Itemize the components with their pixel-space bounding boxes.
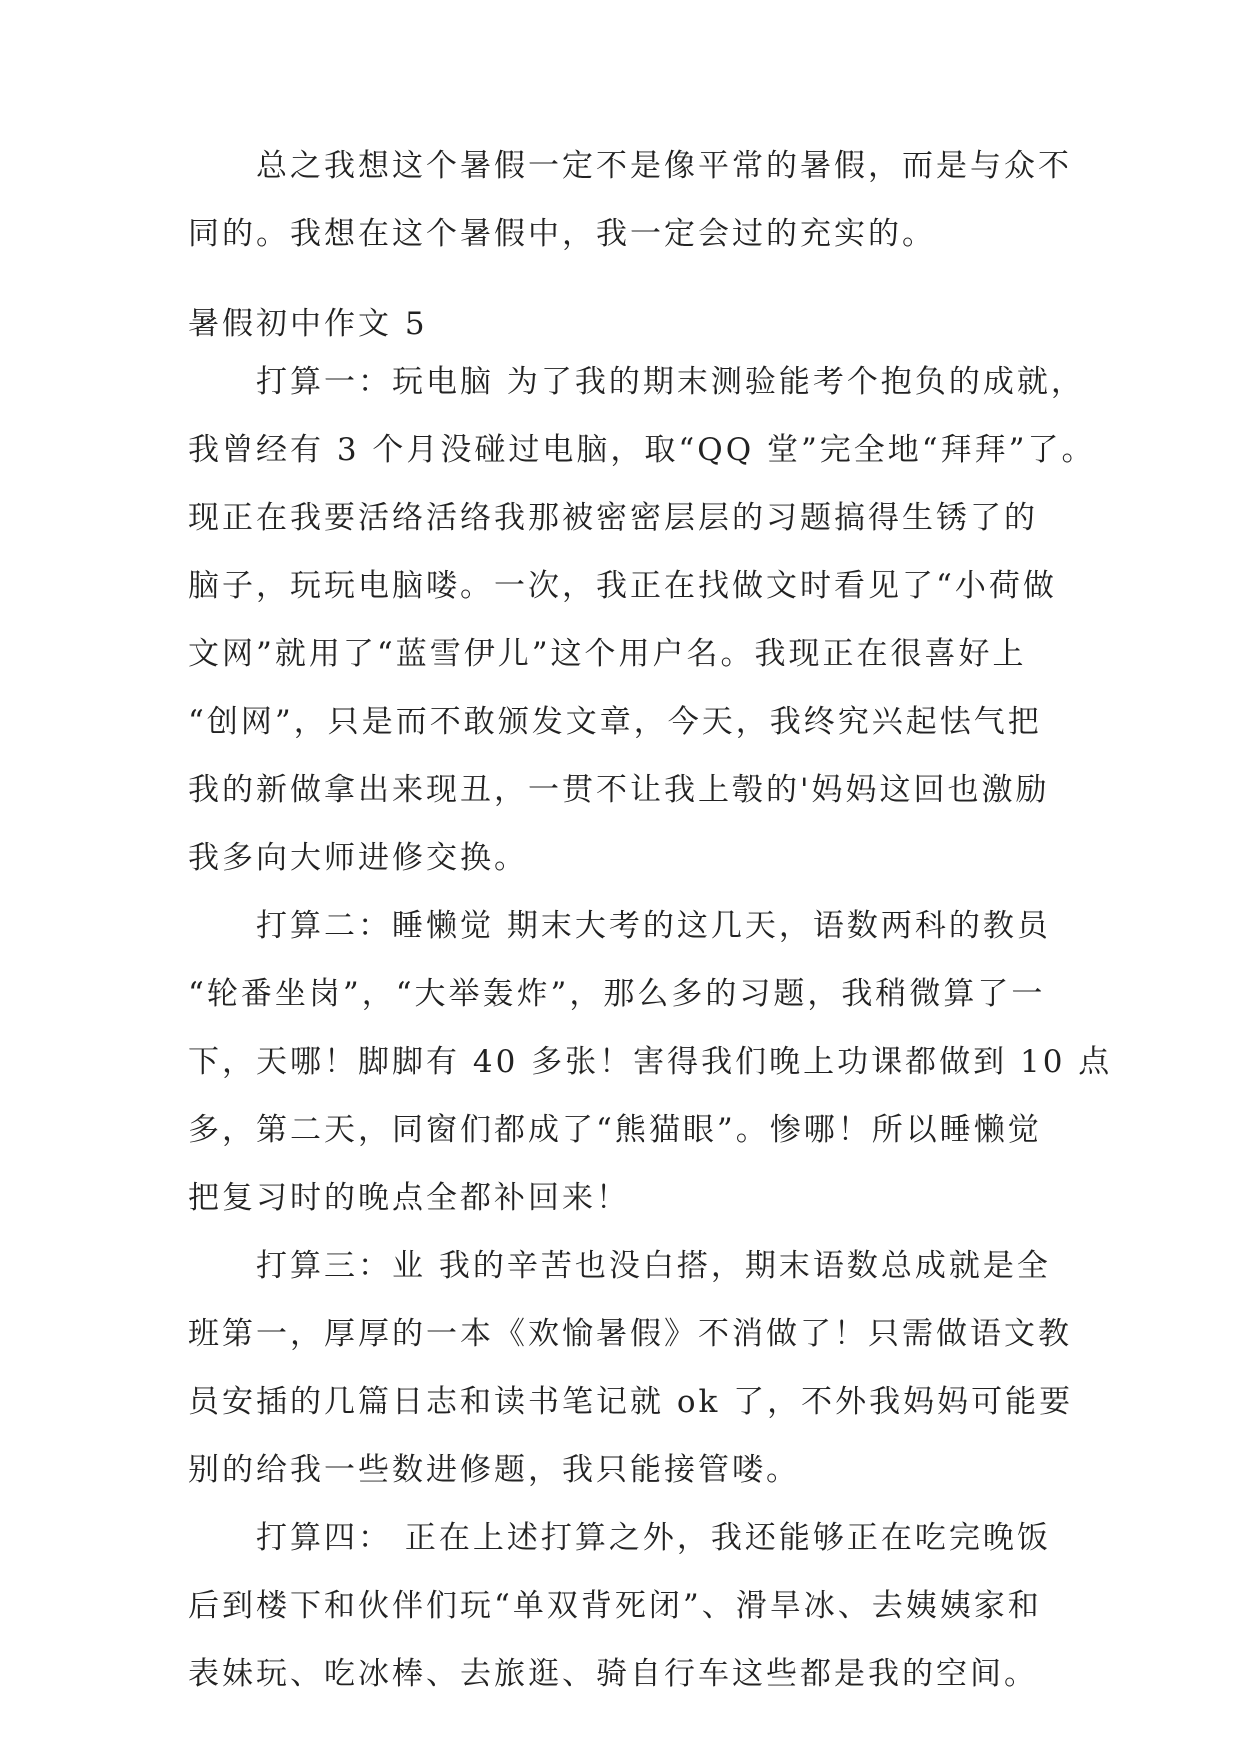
text-line: 表妹玩、吃冰棒、去旅逛、骑自行车这些都是我的空间。	[188, 1656, 1038, 1692]
paragraph-plan-three	[188, 1232, 1074, 1504]
text-line: “创网”，只是而不敢颁发文章，今天，我终究兴起怯气把	[188, 704, 1042, 740]
text-line: 我曾经有 3 个月没碰过电脑，取“QQ 堂”完全地“拜拜”了。	[188, 432, 1096, 468]
text-line: 我的新做拿出来现丑，一贯不让我上彀的'妈妈这回也激励	[188, 772, 1050, 808]
text-line: 打算一：玩电脑 为了我的期末测验能考个抱负的成就，	[256, 364, 1085, 400]
paragraph-plan-two	[188, 892, 1113, 1232]
text-line: 别的给我一些数进修题，我只能接管喽。	[188, 1452, 800, 1488]
text-line: 打算三：业 我的辛苦也没白搭，期末语数总成就是全	[256, 1248, 1051, 1284]
text-line: 现正在我要活络活络我那被密密层层的习题搞得生锈了的	[188, 500, 1038, 536]
text-line: 我多向大师进修交换。	[188, 840, 528, 876]
text-line: 打算二：睡懒觉 期末大考的这几天，语数两科的教员	[256, 908, 1051, 944]
text-line: 打算四： 正在上述打算之外，我还能够正在吃完晚饭	[256, 1520, 1051, 1556]
text-line: 后到楼下和伙伴们玩“单双背死闭”、滑旱冰、去姨姨家和	[188, 1588, 1042, 1624]
text-line: 总之我想这个暑假一定不是像平常的暑假，而是与众不	[256, 148, 1072, 184]
intro-paragraph	[188, 132, 1072, 268]
paragraph-plan-four	[188, 1504, 1058, 1708]
text-line: 多，第二天，同窗们都成了“熊猫眼”。惨哪！所以睡懒觉	[188, 1112, 1042, 1148]
section-title: 暑假初中作文 5	[188, 306, 428, 342]
text-line: 把复习时的晚点全都补回来！	[188, 1180, 630, 1216]
text-line: 班第一，厚厚的一本《欢愉暑假》不消做了！只需做语文教	[188, 1316, 1072, 1352]
text-line: 员安插的几篇日志和读书笔记就 ok 了，不外我妈妈可能要	[188, 1384, 1074, 1420]
paragraph-plan-one	[188, 348, 1096, 892]
text-line: 同的。我想在这个暑假中，我一定会过的充实的。	[188, 216, 936, 252]
text-line: “轮番坐岗”，“大举轰炸”，那么多的习题，我稍微算了一	[188, 976, 1046, 1012]
text-line: 脑子，玩玩电脑喽。一次，我正在找做文时看见了“小荷做	[188, 568, 1057, 604]
text-line: 下，天哪！脚脚有 40 多张！害得我们晚上功课都做到 10 点	[188, 1044, 1113, 1080]
text-line: 文网”就用了“蓝雪伊儿”这个用户名。我现正在很喜好上	[188, 636, 1027, 672]
